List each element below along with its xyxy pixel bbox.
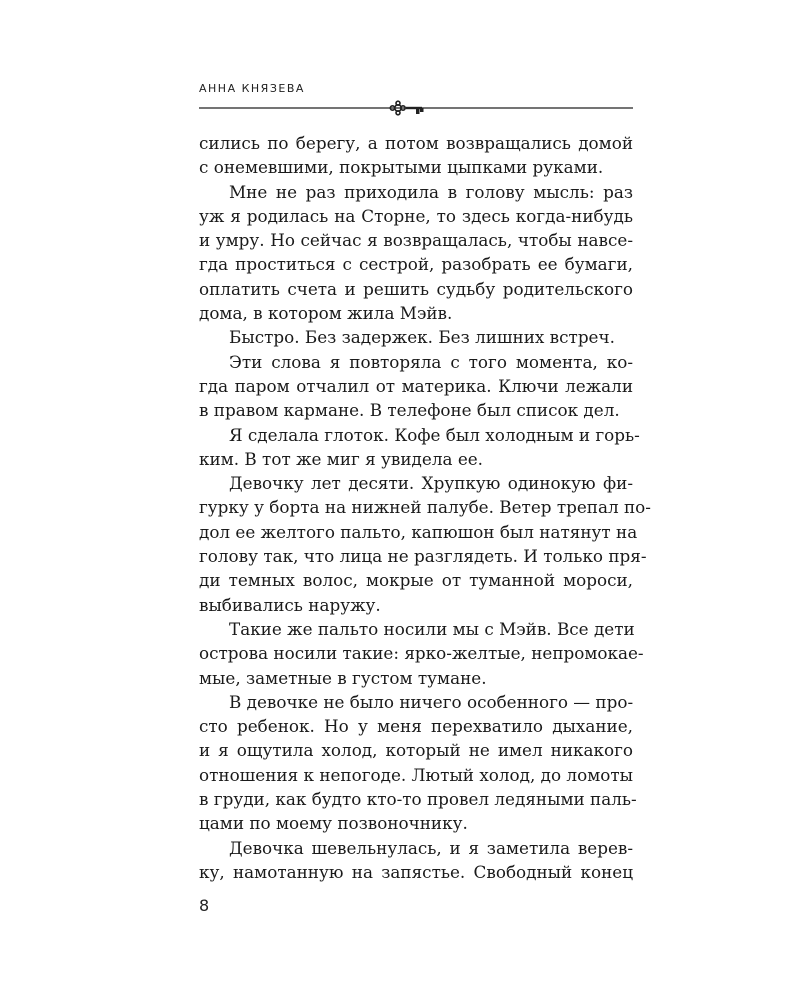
text-line: Мне не раз приходила в голову мысль: раз: [229, 181, 633, 202]
text-line: цами по моему позвоночнику.: [199, 813, 468, 834]
text-line: Такие же пальто носили мы с Мэйв. Все дети: [229, 618, 635, 639]
text-line: ким. В тот же миг я увидела ее.: [199, 448, 484, 469]
text-line: уж я родилась на Сторне, то здесь когда-нибудь: [199, 205, 633, 226]
text-line: ди темных волос, мокрые от туманной мороси,: [199, 570, 633, 591]
text-line: голову так, что лица не разглядеть. И только пря-: [199, 546, 647, 567]
text-line: гурку у борта на нижней палубе. Ветер трепал по-: [199, 497, 651, 518]
text-line: мые, заметные в густом тумане.: [199, 667, 487, 688]
header-rule: [199, 100, 633, 116]
text-line: и я ощутила холод, который не имел никакого: [199, 740, 633, 761]
text-line: оплатить счета и решить судьбу родительского: [199, 278, 633, 299]
text-line: и умру. Но сейчас я возвращалась, чтобы навсе-: [199, 230, 633, 251]
text-line: Эти слова я повторяла с того момента, ко-: [229, 351, 633, 372]
text-line: дол ее желтого пальто, капюшон был натянут на: [199, 521, 638, 542]
text-line: дома, в котором жила Мэйв.: [199, 303, 453, 324]
text-line: Быстро. Без задержек. Без лишних встреч.: [229, 327, 615, 348]
text-line: в груди, как будто кто-то провел ледяными паль-: [199, 789, 637, 810]
key-icon: [390, 101, 423, 115]
text-line: отношения к непогоде. Лютый холод, до ломоты: [199, 764, 633, 785]
text-line: В девочке не было ничего особенного — про-: [229, 691, 634, 712]
running-header-author: АННА КНЯЗЕВА: [199, 82, 305, 95]
text-line: Девочку лет десяти. Хрупкую одинокую фи-: [229, 473, 633, 494]
text-line: гда паром отчалил от материка. Ключи лежали: [199, 375, 633, 396]
body-text: [199, 131, 651, 884]
text-line: Девочка шевельнулась, и я заметила верев-: [229, 837, 633, 858]
text-line: сились по берегу, а потом возвращались домой: [199, 133, 633, 153]
text-line: выбивались наружу.: [199, 594, 381, 615]
text-line: ку, намотанную на запястье. Свободный конец: [199, 861, 633, 882]
text-line: сто ребенок. Но у меня перехватило дыхание,: [199, 716, 633, 737]
text-line: гда проститься с сестрой, разобрать ее бумаги,: [199, 254, 633, 275]
text-line: в правом кармане. В телефоне был список дел.: [199, 400, 620, 421]
text-line: острова носили такие: ярко-желтые, непромокае-: [199, 643, 644, 664]
text-line: Я сделала глоток. Кофе был холодным и горь-: [229, 424, 640, 445]
text-line: с онемевшими, покрытыми цыпками руками.: [199, 157, 604, 178]
page-number: 8: [199, 896, 210, 915]
